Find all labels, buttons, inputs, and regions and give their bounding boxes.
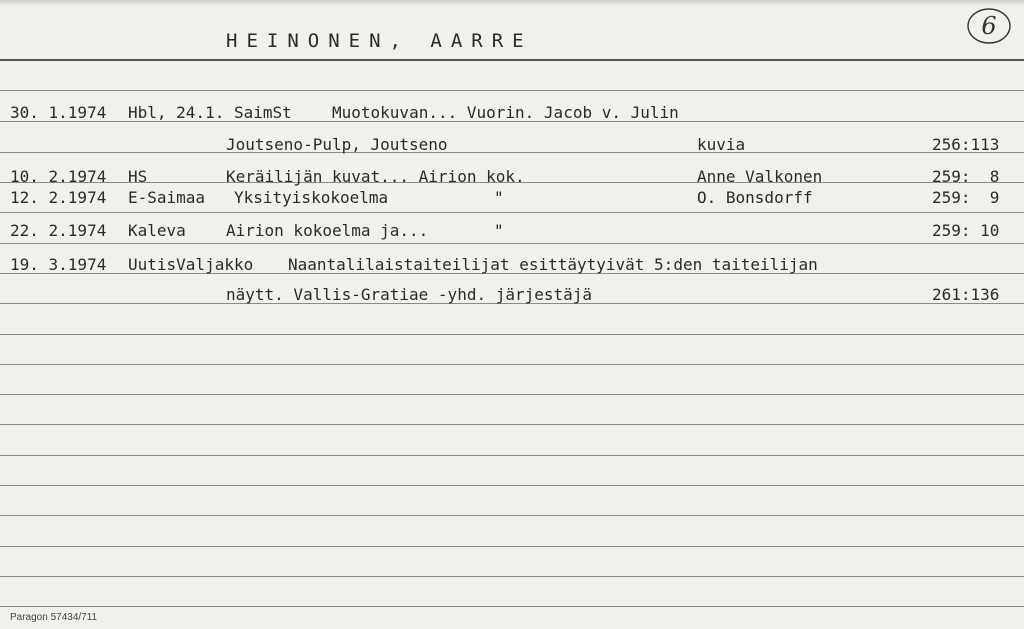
card-edge-shadow bbox=[0, 0, 1024, 6]
rule-line bbox=[0, 394, 1024, 395]
card-number-circle bbox=[966, 6, 1012, 46]
entry-title-continued: näytt. Vallis-Gratiae -yhd. järjestäjä bbox=[226, 285, 593, 304]
card-header-name: HEINONEN, AARRE bbox=[226, 30, 533, 52]
entry-author: Anne Valkonen bbox=[697, 167, 823, 186]
entry-title: Yksityiskokoelma bbox=[234, 188, 389, 207]
entry-paper: UutisValjakko bbox=[128, 255, 254, 274]
entry-author: O. Bonsdorff bbox=[697, 188, 813, 207]
rule-line bbox=[0, 152, 1024, 153]
entry-ref: 256:113 bbox=[932, 135, 1000, 154]
entry-date: 12. 2.1974 bbox=[10, 188, 107, 207]
entry-title: Keräilijän kuvat... Airion kok. bbox=[226, 167, 525, 186]
rule-line bbox=[0, 606, 1024, 607]
entry-paper: E-Saimaa bbox=[128, 188, 206, 207]
entry-date: 30. 1.1974 bbox=[10, 103, 107, 122]
rule-line bbox=[0, 455, 1024, 456]
entry-title-continued: Joutseno-Pulp, Joutseno bbox=[226, 135, 448, 154]
entry-date: 10. 2.1974 bbox=[10, 167, 107, 186]
card-footer-print: Paragon 57434/711 bbox=[10, 612, 98, 623]
rule-line bbox=[0, 90, 1024, 91]
entry-paper: Kaleva bbox=[128, 221, 186, 240]
rule-line bbox=[0, 424, 1024, 425]
entry-author: kuvia bbox=[697, 135, 746, 154]
rule-line bbox=[0, 576, 1024, 577]
entry-ref: 261:136 bbox=[932, 285, 1000, 304]
entry-paper: Hbl, 24.1. SaimSt bbox=[128, 103, 292, 122]
rule-line bbox=[0, 546, 1024, 547]
rule-line bbox=[0, 515, 1024, 516]
rule-line bbox=[0, 364, 1024, 365]
card-number: 6 bbox=[981, 12, 997, 40]
rule-line bbox=[0, 485, 1024, 486]
entry-ditto: " bbox=[494, 221, 504, 240]
entry-date: 19. 3.1974 bbox=[10, 255, 107, 274]
entry-ditto: " bbox=[494, 188, 504, 207]
rule-line bbox=[0, 212, 1024, 213]
entry-title: Muotokuvan... Vuorin. Jacob v. Julin bbox=[332, 103, 679, 122]
entry-title: Airion kokoelma ja... bbox=[226, 221, 429, 240]
entry-ref: 259: 9 bbox=[932, 188, 1000, 207]
entry-paper: HS bbox=[128, 167, 148, 186]
entry-ref: 259: 10 bbox=[932, 221, 1000, 240]
entry-title: Naantalilaistaiteilijat esittäytyivät 5:den taiteilijan bbox=[288, 255, 818, 274]
entry-date: 22. 2.1974 bbox=[10, 221, 107, 240]
rule-line bbox=[0, 334, 1024, 335]
rule-line bbox=[0, 243, 1024, 244]
header-rule bbox=[0, 59, 1024, 61]
entry-ref: 259: 8 bbox=[932, 167, 1000, 186]
